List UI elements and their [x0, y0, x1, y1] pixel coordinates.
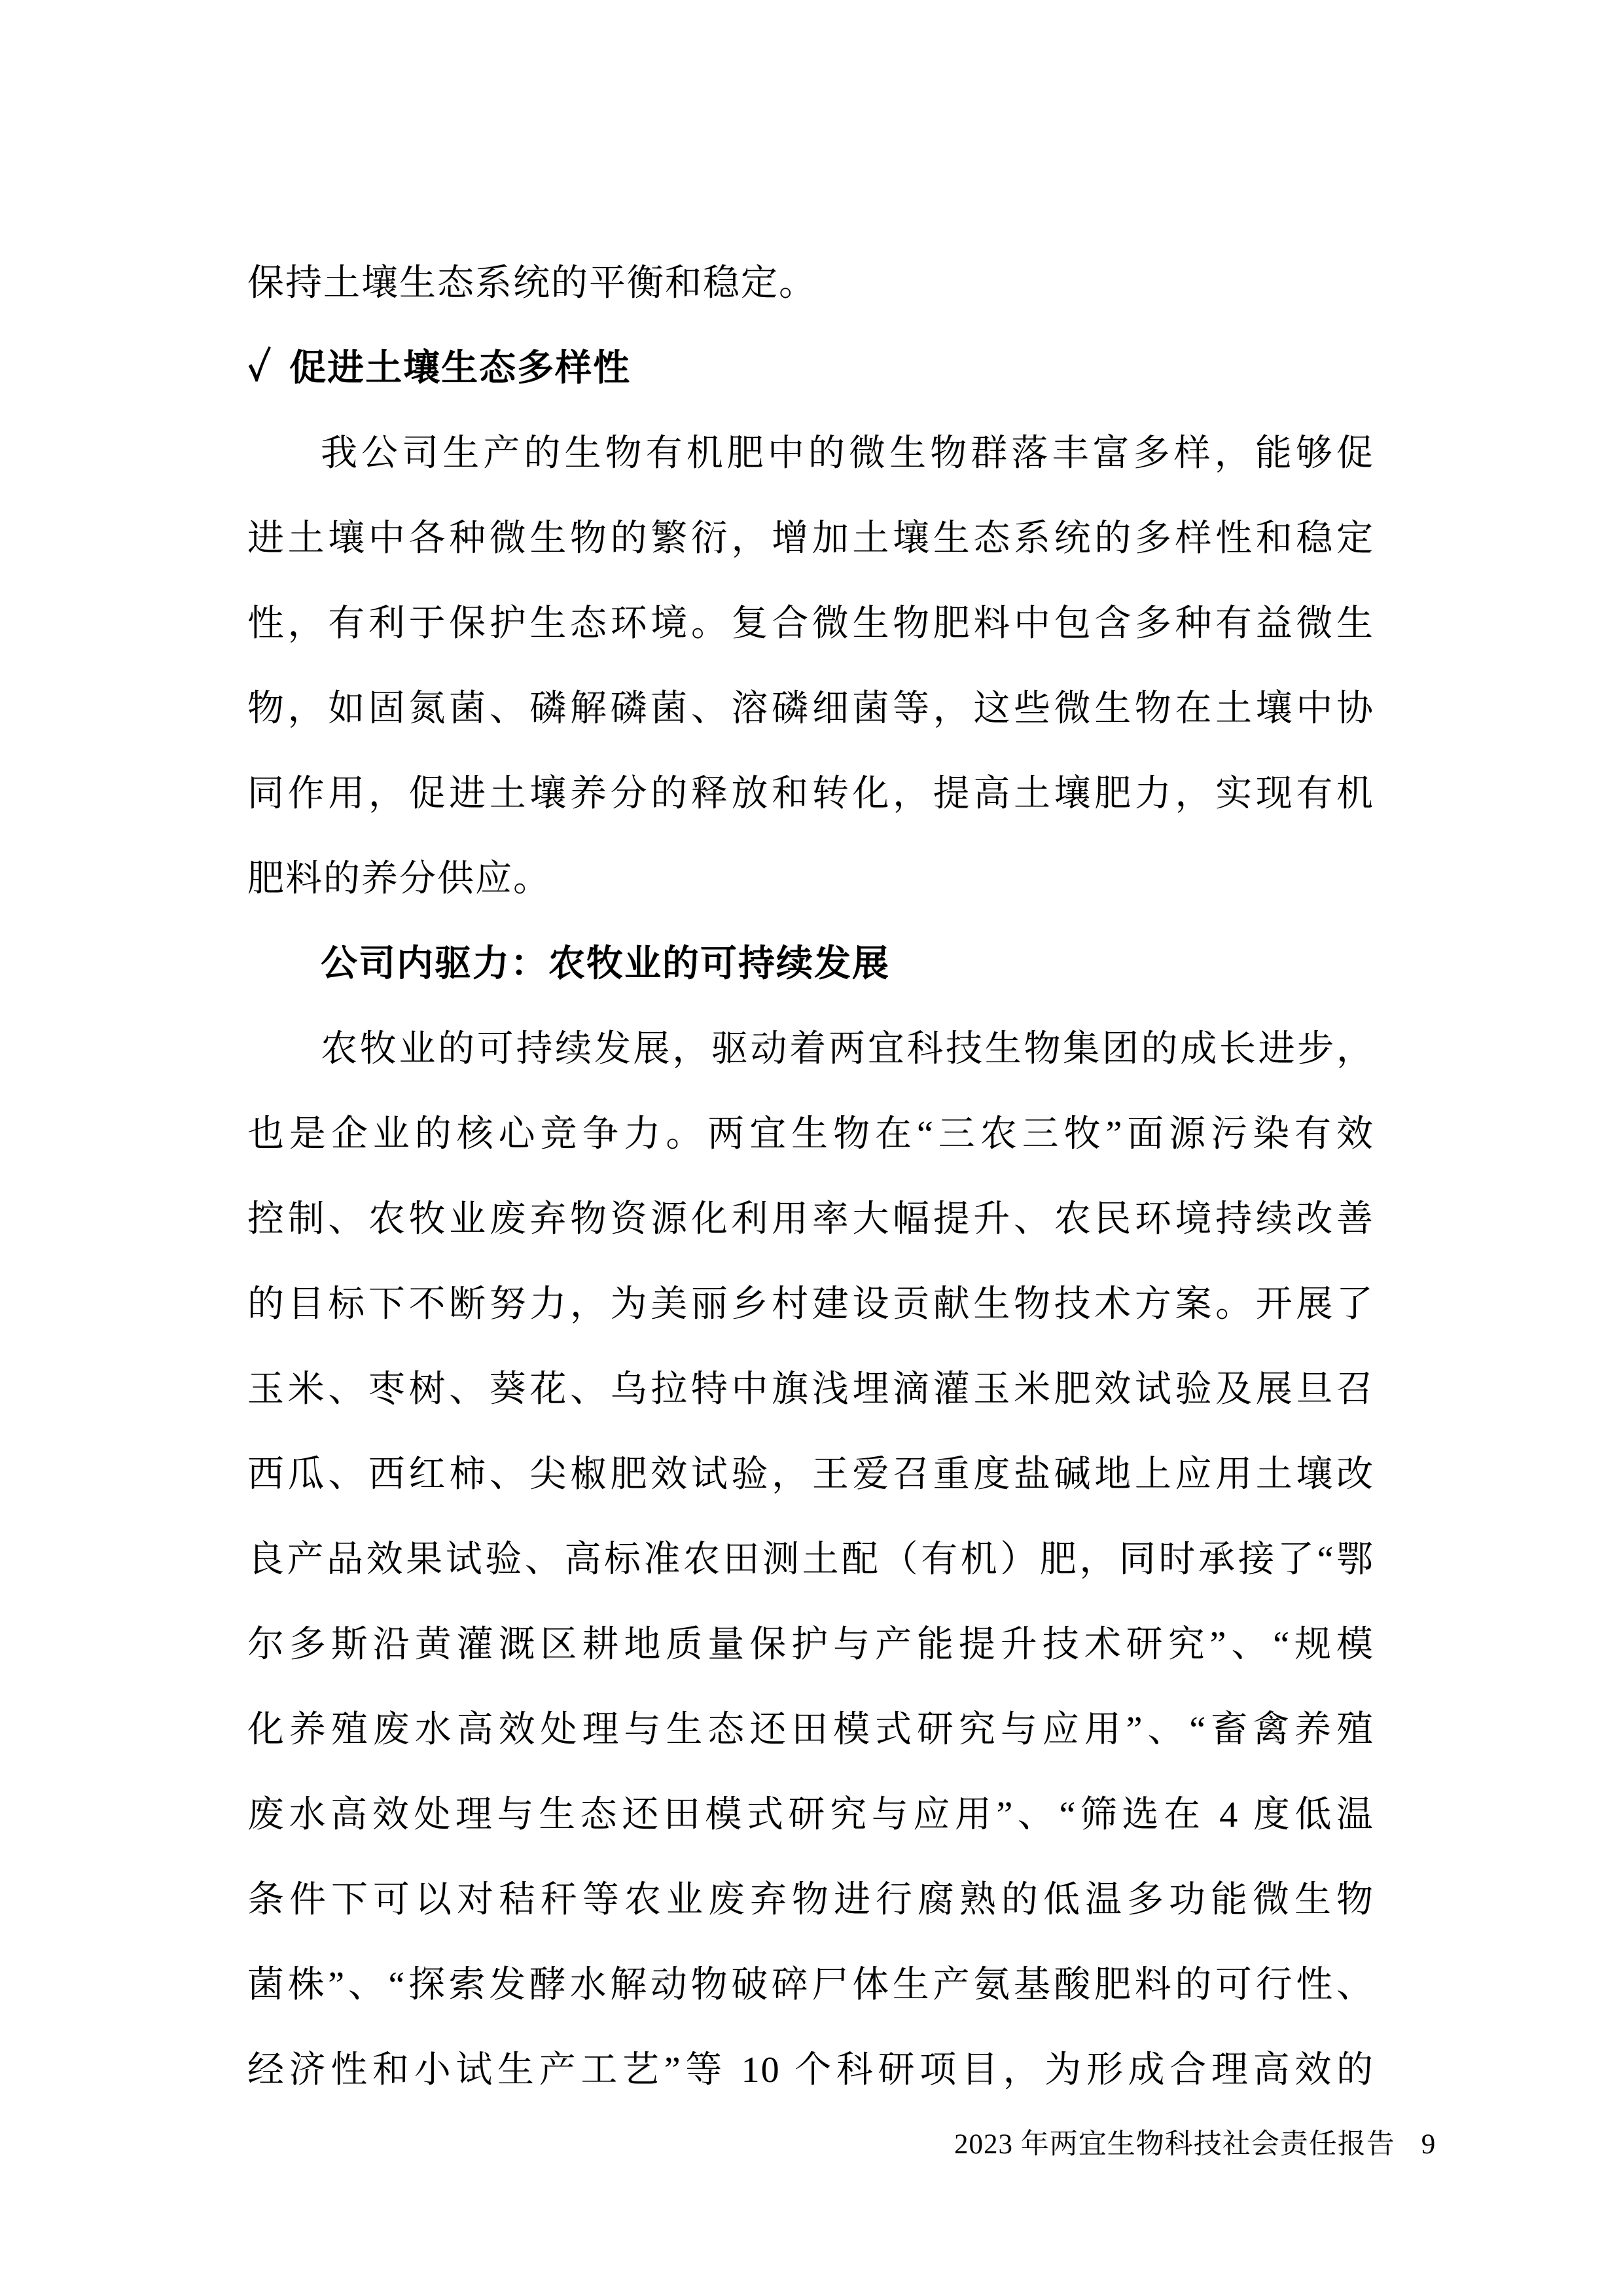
paragraph-line: 菌株”、“探索发酵水解动物破碎尸体生产氨基酸肥料的可行性、: [247, 1965, 1374, 2005]
paragraph-line: 农牧业的可持续发展，驱动着两宜科技生物集团的成长进步，: [321, 1029, 1374, 1069]
paragraph-line: 性，有利于保护生态环境。复合微生物肥料中包含多种有益微生: [247, 603, 1374, 644]
paragraph-line: 的目标下不断努力，为美丽乡村建设贡献生物技术方案。开展了: [247, 1284, 1374, 1325]
footer-report-title: 2023 年两宜生物科技社会责任报告: [954, 2129, 1395, 2160]
checklist-heading-label: 促进土壤生态多样性: [289, 348, 632, 389]
paragraph-line: 肥料的养分供应。: [247, 859, 551, 899]
paragraph-line: 保持土壤生态系统的平衡和稳定。: [247, 263, 817, 304]
paragraph-line: 良产品效果试验、高标准农田测土配（有机）肥，同时承接了“鄂: [247, 1539, 1374, 1580]
paragraph-line: 废水高效处理与生态还田模式研究与应用”、“筛选在 4 度低温: [247, 1795, 1374, 1835]
section-heading: 公司内驱力：农牧业的可持续发展: [321, 944, 890, 984]
checkmark-icon: ✓: [247, 347, 273, 390]
paragraph-line: 同作用，促进土壤养分的释放和转化，提高土壤肥力，实现有机: [247, 774, 1374, 814]
paragraph-line: 化养殖废水高效处理与生态还田模式研究与应用”、“畜禽养殖: [247, 1710, 1374, 1750]
paragraph-line: 玉米、枣树、葵花、乌拉特中旗浅埋滴灌玉米肥效试验及展旦召: [247, 1369, 1374, 1410]
paragraph-line: 条件下可以对秸秆等农业废弃物进行腐熟的低温多功能微生物: [247, 1880, 1374, 1920]
page-body-text: [247, 241, 1374, 2113]
paragraph-line: 控制、农牧业废弃物资源化利用率大幅提升、农民环境持续改善: [247, 1199, 1374, 1240]
paragraph-line: 物，如固氮菌、磷解磷菌、溶磷细菌等，这些微生物在土壤中协: [247, 689, 1374, 729]
paragraph-line: 进土壤中各种微生物的繁衍，增加土壤生态系统的多样性和稳定: [247, 518, 1374, 559]
page-number: 9: [1421, 2129, 1436, 2160]
checklist-heading: [247, 326, 1374, 411]
paragraph-line: 我公司生产的生物有机肥中的微生物群落丰富多样，能够促: [321, 433, 1374, 474]
paragraph-line: 尔多斯沿黄灌溉区耕地质量保护与产能提升技术研究”、“规模: [247, 1624, 1374, 1665]
page-footer: [954, 2128, 1436, 2161]
paragraph-line: 西瓜、西红柿、尖椒肥效试验，王爱召重度盐碱地上应用土壤改: [247, 1454, 1374, 1495]
paragraph-line: 经济性和小试生产工艺”等 10 个科研项目，为形成合理高效的: [247, 2050, 1374, 2090]
paragraph-line: 也是企业的核心竞争力。两宜生物在“三农三牧”面源污染有效: [247, 1114, 1374, 1155]
